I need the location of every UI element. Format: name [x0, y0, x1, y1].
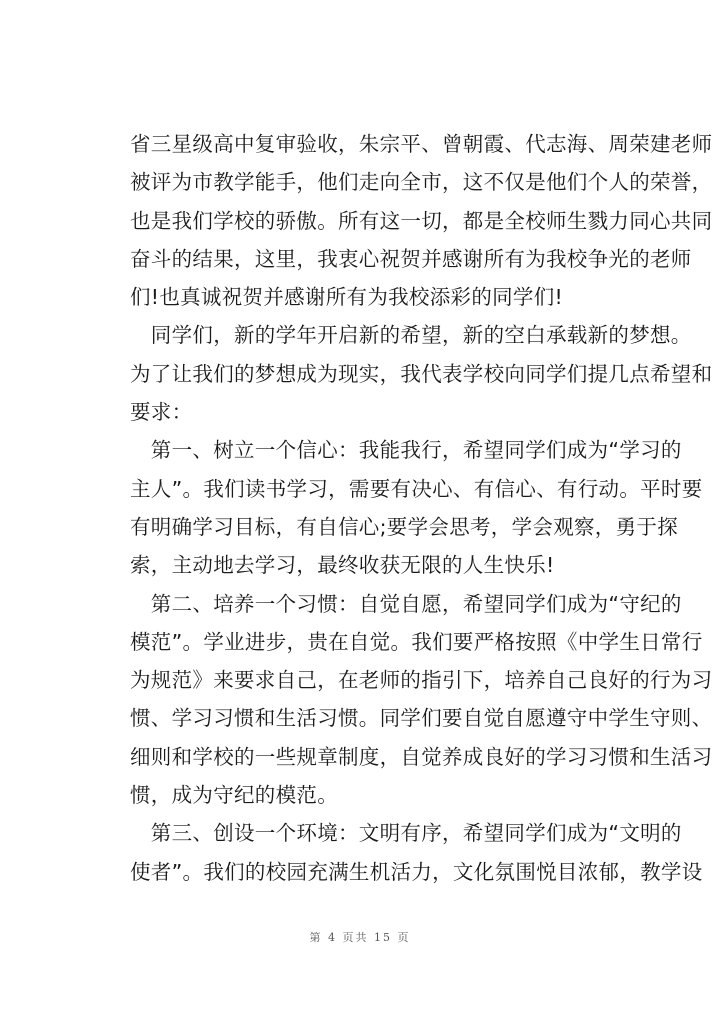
- text-line: 为规范》来要求自己，在老师的指引下，培养自己良好的行为习: [130, 668, 713, 693]
- text-line: 第二、培养一个习惯：自觉自愿，希望同学们成为“守纪的: [130, 591, 682, 616]
- text-line: 细则和学校的一些规章制度，自觉养成良好的学习习惯和生活习: [130, 744, 713, 769]
- text-line: 为了让我们的梦想成为现实，我代表学校向同学们提几点希望和: [130, 361, 713, 386]
- text-line: 惯，成为守纪的模范。: [130, 783, 338, 808]
- text-line: 使者”。我们的校园充满生机活力，文化氛围悦目浓郁，教学设: [130, 859, 703, 884]
- text-line: 惯、学习习惯和生活习惯。同学们要自觉自愿遵守中学生守则、: [130, 706, 713, 731]
- text-line: 奋斗的结果，这里，我衷心祝贺并感谢所有为我校争光的老师: [130, 246, 692, 271]
- text-line: 被评为市教学能手，他们走向全市，这不仅是他们个人的荣誉，: [130, 170, 713, 195]
- text-line: 要求：: [130, 400, 193, 425]
- text-line: 第三、创设一个环境：文明有序，希望同学们成为“文明的: [130, 821, 682, 846]
- text-line: 有明确学习目标，有自信心;要学会思考，学会观察，勇于探: [130, 514, 679, 539]
- text-line: 也是我们学校的骄傲。所有这一切，都是全校师生戮力同心共同: [130, 208, 713, 233]
- text-line: 第一、树立一个信心：我能我行，希望同学们成为“学习的: [130, 438, 682, 463]
- text-line: 省三星级高中复审验收，朱宗平、曾朝霞、代志海、周荣建老师: [130, 132, 713, 156]
- text-line: 索，主动地去学习，最终收获无限的人生快乐!: [130, 553, 555, 578]
- text-line: 模范”。学业进步，贵在自觉。我们要严格按照《中学生日常行: [130, 629, 703, 654]
- text-line: 同学们，新的学年开启新的希望，新的空白承载新的梦想。: [130, 323, 692, 348]
- page-footer: 第 4 页共 15 页: [309, 931, 411, 944]
- text-line: 们!也真诚祝贺并感谢所有为我校添彩的同学们!: [130, 285, 564, 310]
- document-body: [130, 125, 713, 891]
- text-line: 主人”。我们读书学习，需要有决心、有信心、有行动。平时要: [130, 476, 703, 501]
